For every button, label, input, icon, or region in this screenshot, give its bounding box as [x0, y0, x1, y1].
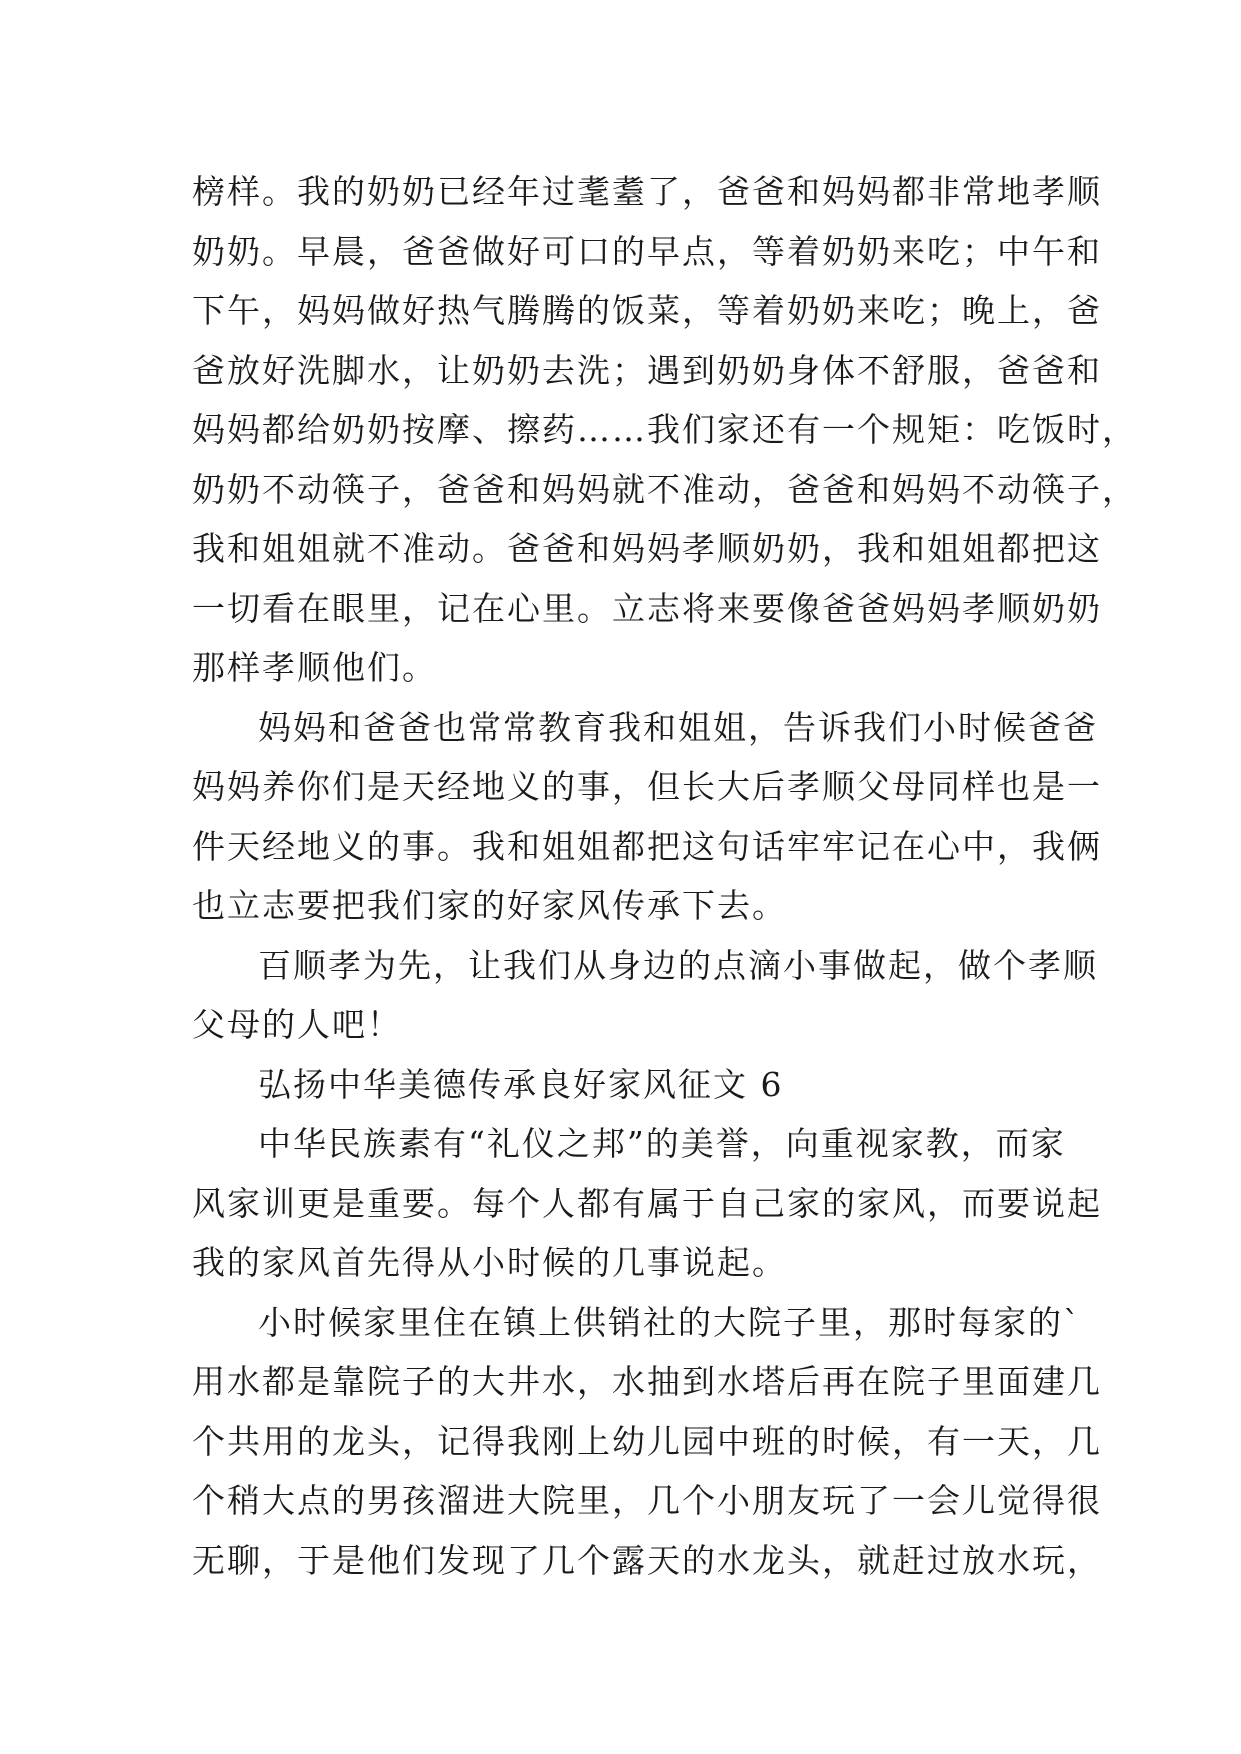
text-line: 件天经地义的事。我和姐姐都把这句话牢牢记在心中，我俩 [192, 826, 1102, 866]
text-line: 风家训更是重要。每个人都有属于自己家的家风，而要说起 [192, 1183, 1102, 1223]
text-line: 个共用的龙头，记得我刚上幼儿园中班的时候，有一天，几 [192, 1421, 1102, 1461]
text-line: 下午，妈妈做好热气腾腾的饭菜，等着奶奶来吃；晚上，爸 [192, 291, 1102, 330]
text-line: 无聊，于是他们发现了几个露天的水龙头，就赶过放水玩， [192, 1540, 1102, 1580]
body-text [192, 162, 1137, 1590]
text-line: 奶奶不动筷子，爸爸和妈妈就不准动，爸爸和妈妈不动筷子， [192, 469, 1137, 509]
text-line: 我和姐姐就不准动。爸爸和妈妈孝顺奶奶，我和姐姐都把这 [192, 529, 1102, 568]
text-line: 父母的人吧！ [192, 1005, 402, 1044]
section-heading: 弘扬中华美德传承良好家风征文 6 [258, 1064, 784, 1104]
text-line: 爸放好洗脚水，让奶奶去洗；遇到奶奶身体不舒服，爸爸和 [192, 350, 1102, 390]
text-line: 那样孝顺他们。 [192, 648, 437, 687]
text-line: 奶奶。早晨，爸爸做好可口的早点，等着奶奶来吃；中午和 [192, 231, 1102, 271]
text-line: 我的家风首先得从小时候的几事说起。 [192, 1243, 787, 1282]
text-line: 用水都是靠院子的大井水，水抽到水塔后再在院子里面建几 [192, 1362, 1102, 1401]
text-line: 也立志要把我们家的好家风传承下去。 [192, 886, 787, 925]
text-line: 妈妈都给奶奶按摩、擦药……我们家还有一个规矩：吃饭时， [192, 410, 1137, 449]
text-line: 个稍大点的男孩溜进大院里，几个小朋友玩了一会儿觉得很 [192, 1481, 1102, 1520]
text-line: 一切看在眼里，记在心里。立志将来要像爸爸妈妈孝顺奶奶 [192, 588, 1102, 628]
text-line: 妈妈养你们是天经地义的事，但长大后孝顺父母同样也是一 [192, 767, 1102, 806]
text-line: 榜样。我的奶奶已经年过耄耋了，爸爸和妈妈都非常地孝顺 [192, 172, 1102, 211]
paragraph-start-line: 妈妈和爸爸也常常教育我和姐姐，告诉我们小时候爸爸 [258, 707, 1098, 747]
paragraph-start-line: 中华民族素有“礼仪之邦”的美誉，向重视家教，而家 [258, 1124, 1066, 1163]
paragraph-start-line: 小时候家里住在镇上供销社的大院子里，那时每家的` [258, 1302, 1082, 1342]
paragraph-start-line: 百顺孝为先，让我们从身边的点滴小事做起，做个孝顺 [258, 945, 1098, 985]
